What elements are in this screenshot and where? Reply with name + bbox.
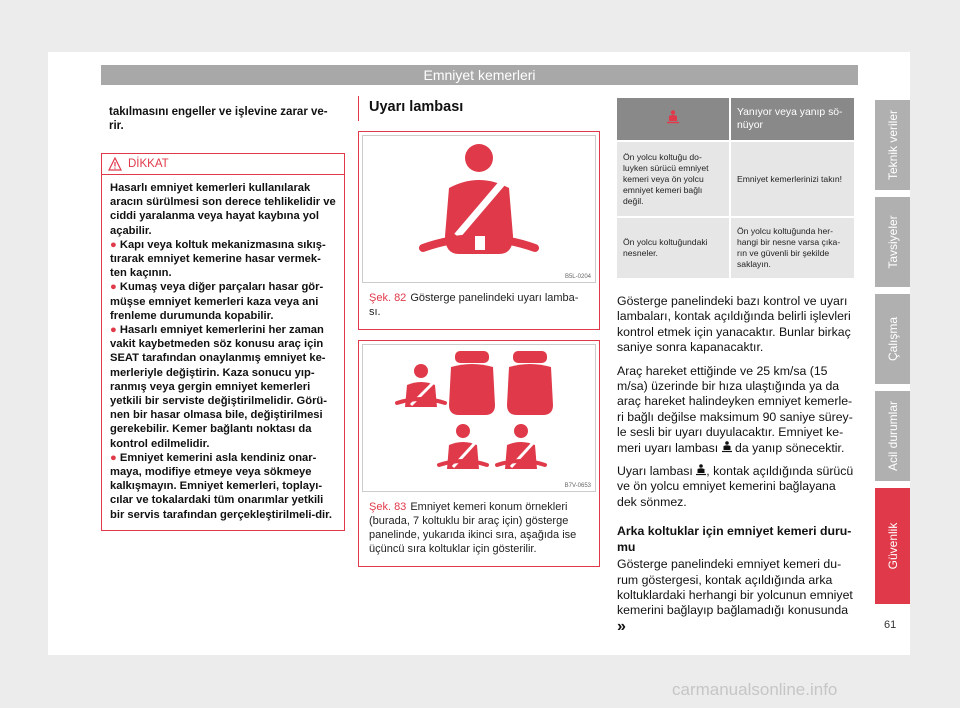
figure-label: Şek. 82	[369, 292, 407, 304]
table-row	[617, 218, 854, 278]
body-text	[617, 294, 858, 635]
lead-text: takılmasını engeller ve işlevine zarar ve-rir.	[109, 106, 328, 132]
table-row	[617, 142, 854, 216]
figure-83-caption	[359, 492, 599, 566]
paragraph: Gösterge panelindeki emniyet kemeri du-rum göstergesi, kontak açıldığında arka koltuklardaki herhangi bir yolcunun emniyet kemerini bağlayıp bağlamadığı konusunda »	[617, 557, 853, 635]
middle-column	[358, 96, 600, 567]
bullet-icon: ●	[110, 281, 120, 294]
seat-positions-icon	[363, 345, 595, 491]
warning-header	[102, 154, 344, 175]
table-header-icon-cell	[617, 98, 729, 140]
table-cell-action: Ön yolcu koltuğunda her-hangi bir nesne varsa çıka-rın ve güvenli bir şekilde saklayın.	[731, 218, 854, 278]
right-column	[617, 96, 858, 643]
warning-intro: Hasarlı emniyet kemerleri kullanılarak aracın sürülmesi son derece tehlikelidir ve ciddi yaralanma veya hayat kaybına yol açabilir.	[110, 182, 336, 237]
paragraph: Araç hareket ettiğinde ve 25 km/sa (15 m/sa) üzerinde bir hıza ulaştığında ya da araç hareket halindeyken emniyet kemerle-ri bağlı değilse maksimum 90 saniye sürey-le sesli bir uyarı duyulacaktır. Emniyet ke-meri uyarı lambası da yanıp sönecektir.	[617, 363, 853, 455]
page-number: 61	[884, 619, 897, 631]
tab-calisma[interactable]: Çalışma	[875, 294, 910, 384]
figure-code: B5L-0204	[564, 274, 591, 280]
warning-title: DİKKAT	[128, 158, 169, 170]
left-column	[101, 105, 341, 531]
section-title: Uyarı lambası	[358, 96, 600, 121]
warning-lamp-table	[615, 96, 856, 280]
warning-item: ● Hasarlı emniyet kemerlerini her zaman vakit kaybetmeden söz konusu araç için SEAT tarafından onaylanmış emniyet ke-merleriyle değiştirin. Kaza sonucu yıp-ranmış veya gergin emniyet kemerleri yetkili bir serviste değiştirilmelidir. Görü-nen bir hasar olmasa bile, değiştirilmesi gerekebilir. Kemer bağlantı noktası da kontrol edilmelidir.	[110, 324, 327, 450]
bullet-icon: ●	[110, 451, 120, 464]
figure-82-image	[362, 135, 596, 283]
table-header-row	[617, 98, 854, 140]
caption-text: Gösterge panelindeki uyarı lamba-sı.	[369, 292, 579, 318]
continue-arrow-icon: »	[617, 617, 626, 635]
figure-label: Şek. 83	[369, 501, 407, 513]
bullet-icon: ●	[110, 324, 120, 337]
tab-acil-durumlar[interactable]: Acil durumlar	[875, 391, 910, 481]
table-cell-condition: Ön yolcu koltuğu do-luyken sürücü emniyet kemeri veya ön yolcu emniyet kemeri bağlı değil.	[617, 142, 729, 216]
figure-82	[358, 131, 600, 330]
subheading: Arka koltuklar için emniyet kemeri duru-mu	[617, 524, 852, 554]
bullet-icon: ●	[110, 238, 120, 251]
tab-teknik-veriler[interactable]: Teknik veriler	[875, 100, 910, 190]
figure-83	[358, 340, 600, 567]
table-cell-condition: Ön yolcu koltuğundaki nesneler.	[617, 218, 729, 278]
caption-text: Emniyet kemeri konum örnekleri (burada, 7 koltuklu bir araç için) gösterge panelinde, yukarıda ikinci sıra, aşağıda ise üçüncü sıra koltuklar için gösterilir.	[369, 501, 577, 555]
warning-item: ● Kapı veya koltuk mekanizmasına sıkış-tırarak emniyet kemerine hasar vermek-ten kaçının.	[110, 238, 326, 280]
warning-item: ● Kumaş veya diğer parçaları hasar gör-müşse emniyet kemerleri kaza veya ani frenleme durumunda kopabilir.	[110, 281, 324, 322]
warning-item: ● Emniyet kemerini asla kendiniz onar-maya, modifiye etmeye veya sökmeye kalkışmayın. Emniyet kemerleri, toplayı-cılar ve tokalardaki tüm onarımlar yetkili bir servis tarafından gerçekleştirilmeli-dir.	[110, 451, 332, 521]
seatbelt-inline-icon	[722, 441, 732, 453]
figure-code: B7V-0653	[564, 483, 591, 489]
table-cell-action: Emniyet kemerlerinizi takın!	[731, 142, 854, 216]
tab-guvenlik[interactable]: Güvenlik	[875, 488, 910, 604]
paragraph: Gösterge panelindeki bazı kontrol ve uyarı lambaları, kontak açıldığında belirli işlevleri kontrol etmek için yanacaktır. Bunlar birkaç saniye sonra kapanacaktır.	[617, 294, 851, 355]
warning-box	[101, 153, 345, 531]
table-header: Yanıyor veya yanıp sö-nüyor	[731, 98, 854, 140]
warning-triangle-icon	[108, 157, 122, 171]
tab-tavsiyeler[interactable]: Tavsiyeler	[875, 197, 910, 287]
seatbelt-inline-icon	[696, 464, 706, 476]
paragraph: Uyarı lambası , kontak açıldığında sürücü ve ön yolcu emniyet kemerini bağlayana dek sönmez.	[617, 464, 854, 509]
warning-body	[102, 175, 344, 530]
seatbelt-lamp-icon	[667, 110, 679, 124]
page-header: Emniyet kemerleri	[101, 65, 858, 85]
figure-83-image	[362, 344, 596, 492]
watermark: carmanualsonline.info	[672, 680, 838, 699]
figure-82-caption	[359, 283, 599, 329]
seatbelt-warning-icon	[363, 136, 595, 282]
